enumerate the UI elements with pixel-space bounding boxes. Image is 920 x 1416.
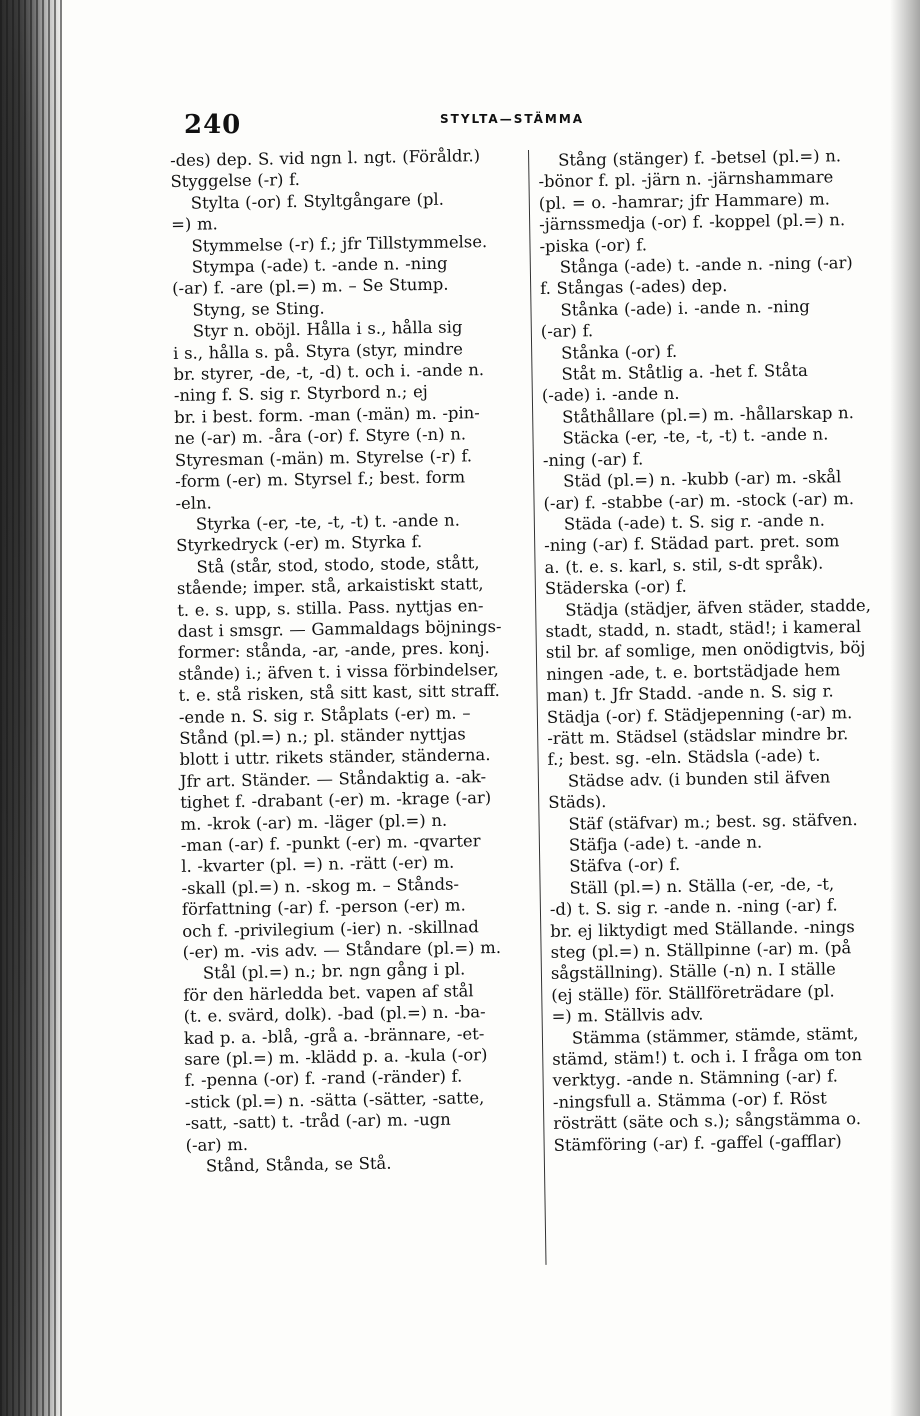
dictionary-line: stående; imper. stå, arkaistiskt statt, — [176, 574, 484, 599]
dictionary-line: Städja (-or) f. Städjepenning (-ar) m. — [546, 702, 853, 727]
dictionary-line: f. -penna (-or) f. -rand (-ränder) f. — [184, 1066, 463, 1091]
dictionary-line: -satt, -satt) t. -tråd (-ar) m. -ugn — [185, 1109, 451, 1134]
dictionary-line: Jfr art. Ständer. — Ståndaktig a. -ak- — [179, 766, 487, 791]
dictionary-line: -skall (pl.=) n. -skog m. – Stånds- — [181, 874, 460, 898]
dictionary-line: (-ade) i. -ande n. — [541, 384, 680, 406]
dictionary-line: br. styrer, -de, -t, -d) t. och i. -ande n. — [173, 360, 485, 385]
dictionary-line: stämd, stäm!) t. och i. I fråga om ton — [552, 1045, 863, 1069]
dictionary-line: Städerska (-or) f. — [544, 576, 687, 599]
dictionary-line: Stånd (pl.=) n.; pl. ständer nyttjas — [179, 724, 466, 748]
dictionary-line: -järnssmedja (-or) f. -koppel (pl.=) n. — [539, 210, 846, 235]
dictionary-line: m. -krok (-ar) m. -läger (pl.=) n. — [180, 810, 448, 834]
dictionary-line: -man (-ar) f. -punkt (-er) m. -qvarter — [180, 831, 481, 855]
dictionary-line: Styrka (-er, -te, -t, -t) t. -ande n. — [195, 510, 460, 534]
dictionary-line: Ståthållare (pl.=) m. -hållarskap n. — [562, 402, 854, 427]
dictionary-line: Ställ (pl.=) n. Ställa (-er, -de, -t, — [569, 874, 835, 898]
dictionary-line: Stånd, Stånda, se Stå. — [205, 1153, 392, 1176]
dictionary-line: (t. e. svärd, dolk). -bad (pl.=) n. -ba- — [183, 1002, 486, 1027]
dictionary-line: Ståt m. Ståtlig a. -het f. Ståta — [561, 360, 808, 384]
dictionary-line: stånde) i.; äfven t. i vissa förbindelser, — [178, 659, 499, 684]
dictionary-line: Stäf (stäfvar) m.; best. sg. stäfven. — [568, 809, 858, 834]
dictionary-line: Stympa (-ade) t. -ande n. -ning — [191, 253, 448, 277]
dictionary-line: -ende n. S. sig r. Ståplats (-er) m. – — [178, 702, 471, 727]
dictionary-line: f.; best. sg. -eln. Städsla (-ade) t. — [547, 746, 821, 770]
dictionary-line: t. e. s. upp, s. stilla. Pass. nyttjas en- — [177, 595, 484, 620]
dictionary-line: Stånga (-ade) t. -ande n. -ning (-ar) — [559, 253, 853, 277]
dictionary-line: =) m. — [171, 214, 218, 235]
dictionary-line: (-er) m. -vis adv. — Ståndare (pl.=) m. — [182, 937, 502, 962]
dictionary-line: Stäfja (-ade) t. -ande n. — [568, 832, 763, 855]
dictionary-line: och f. -privilegium (-ier) n. -skillnad — [182, 916, 479, 941]
dictionary-line: -eln. — [175, 492, 212, 513]
dictionary-line: -rätt m. Städsel (städslar mindre br. — [547, 724, 849, 748]
dictionary-line: rösträtt (säte och s.); sångstämma o. — [553, 1109, 862, 1134]
dictionary-line: Stämma (stämmer, stämde, stämt, — [571, 1023, 859, 1048]
dictionary-line: (ej ställe) för. Ställföreträdare (pl. — [551, 981, 835, 1005]
dictionary-line: Stå (står, stod, stodo, stode, stått, — [196, 552, 480, 577]
dictionary-line: former: stånda, -ar, -ande, pres. konj. — [177, 638, 490, 663]
dictionary-line: -ning (-ar) f. Städad part. pret. som — [544, 531, 840, 556]
dictionary-line: -ning (-ar) f. — [542, 449, 644, 470]
dictionary-line: Städ (pl.=) n. -kubb (-ar) m. -skål — [563, 467, 842, 491]
dictionary-line: Stäcka (-er, -te, -t, -t) t. -ande n. — [562, 424, 829, 448]
dictionary-line: Stål (pl.=) n.; br. ngn gång i pl. — [202, 959, 466, 984]
dictionary-line: Stymmelse (-r) f.; jfr Tillstymmelse. — [191, 231, 488, 256]
dictionary-line: -bönor f. pl. -järn n. -järnshammare — [538, 167, 834, 192]
dictionary-line: Stämföring (-ar) f. -gaffel (-gafflar) — [553, 1131, 842, 1155]
left-column — [170, 144, 538, 1177]
dictionary-line: (-ar) m. — [185, 1134, 249, 1155]
right-column — [538, 144, 920, 1156]
dictionary-line: Styggelse (-r) f. — [170, 170, 301, 192]
dictionary-line: Stylta (-or) f. Styltgångare (pl. — [190, 189, 445, 213]
dictionary-line: kad p. a. -blå, -grå a. -brännare, -et- — [183, 1023, 485, 1048]
dictionary-line: tighet f. -drabant (-er) m. -krage (-ar) — [180, 788, 492, 813]
dictionary-line: Städja (städjer, äfven städer, stadde, — [565, 595, 872, 620]
dictionary-line: Styrkedryck (-er) m. Styrka f. — [176, 532, 423, 556]
dictionary-line: för den härledda bet. vapen af stål — [183, 981, 474, 1005]
dictionary-line: Städse adv. (i bunden stil äfven — [567, 767, 831, 791]
dictionary-line: =) m. Ställvis adv. — [551, 1004, 704, 1027]
dictionary-line: -ning f. S. sig r. Styrbord n.; ej — [173, 382, 428, 406]
dictionary-line: stadt, stadd, n. stadt, städ!; i kameral — [545, 616, 862, 641]
dictionary-line: Stäfva (-or) f. — [569, 855, 681, 877]
dictionary-line: Städa (-ade) t. S. sig r. -ande n. — [563, 510, 825, 534]
dictionary-line: Städs). — [548, 792, 607, 813]
dictionary-line: br. i best. form. -man (-män) m. -pin- — [174, 403, 480, 427]
dictionary-line: sare (pl.=) m. -klädd p. a. -kula (-or) — [184, 1045, 488, 1069]
dictionary-line: -des) dep. S. vid ngn l. ngt. (Föråldr.) — [170, 146, 481, 170]
dictionary-line: blott i uttr. rikets ständer, ständerna. — [179, 745, 491, 770]
page-number: 240 — [184, 110, 242, 140]
dictionary-line: (-ar) f. — [540, 321, 594, 342]
book-binding-shadow — [0, 0, 62, 1416]
dictionary-line: Stång (stänger) f. -betsel (pl.=) n. — [558, 146, 842, 170]
dictionary-line: steg (pl.=) n. Ställpinne (-ar) m. (på — [550, 938, 852, 962]
dictionary-line: -ningsfull a. Stämma (-or) f. Röst — [552, 1088, 827, 1112]
dictionary-line: t. e. stå risken, stå sitt kast, sitt straff. — [178, 681, 500, 706]
dictionary-line: (pl. = o. -hamrar; jfr Hammare) m. — [538, 189, 831, 213]
dictionary-line: ningen -ade, t. e. bortstädjade hem — [546, 660, 841, 684]
dictionary-line: i s., hålla s. på. Styra (styr, mindre — [173, 339, 463, 363]
dictionary-line: a. (t. e. s. karl, s. stil, s-dt språk). — [544, 553, 824, 577]
dictionary-line: br. ej liktydigt med Ställande. -nings — [550, 916, 855, 941]
dictionary-line: stil br. af somlige, men onödigtvis, böj — [545, 638, 866, 663]
dictionary-line: Styng, se Sting. — [192, 298, 325, 320]
dictionary-line: verktyg. -ande n. Stämning (-ar) f. — [552, 1066, 839, 1091]
dictionary-line: dast i smsgr. — Gammaldags böjnings- — [177, 616, 502, 641]
dictionary-line: l. -kvarter (pl. =) n. -rätt (-er) m. — [181, 853, 455, 877]
dictionary-line: (-ar) f. -stabbe (-ar) m. -stock (-ar) m. — [543, 488, 855, 513]
dictionary-line: -form (-er) m. Styrsel f.; best. form — [175, 467, 466, 492]
dictionary-line: (-ar) f. -are (pl.=) m. – Se Stump. — [172, 275, 449, 299]
dictionary-line: -piska (-or) f. — [539, 234, 648, 256]
dictionary-line: -d) t. S. sig r. -ande n. -ning (-ar) f. — [549, 895, 838, 920]
dictionary-line: -stick (pl.=) n. -sätta (-sätter, -satte, — [184, 1088, 485, 1112]
dictionary-line: f. Stångas (-ades) dep. — [540, 276, 728, 299]
running-head: STYLTA—STÄMMA — [440, 112, 585, 126]
dictionary-line: författning (-ar) f. -person (-er) m. — [181, 895, 466, 920]
dictionary-line: Styresman (-män) m. Styrelse (-r) f. — [174, 445, 473, 470]
dictionary-line: Stånka (-or) f. — [561, 341, 678, 363]
dictionary-line: ne (-ar) m. -åra (-or) f. Styre (-n) n. — [174, 424, 467, 449]
dictionary-line: man) t. Jfr Stadd. -ande n. S. sig r. — [546, 681, 834, 706]
dictionary-line: Styr n. oböjl. Hålla i s., hålla sig — [192, 317, 463, 341]
dictionary-line: Stånka (-ade) i. -ande n. -ning — [560, 296, 810, 320]
dictionary-line: sågställning). Ställe (-n) n. I ställe — [550, 959, 836, 984]
